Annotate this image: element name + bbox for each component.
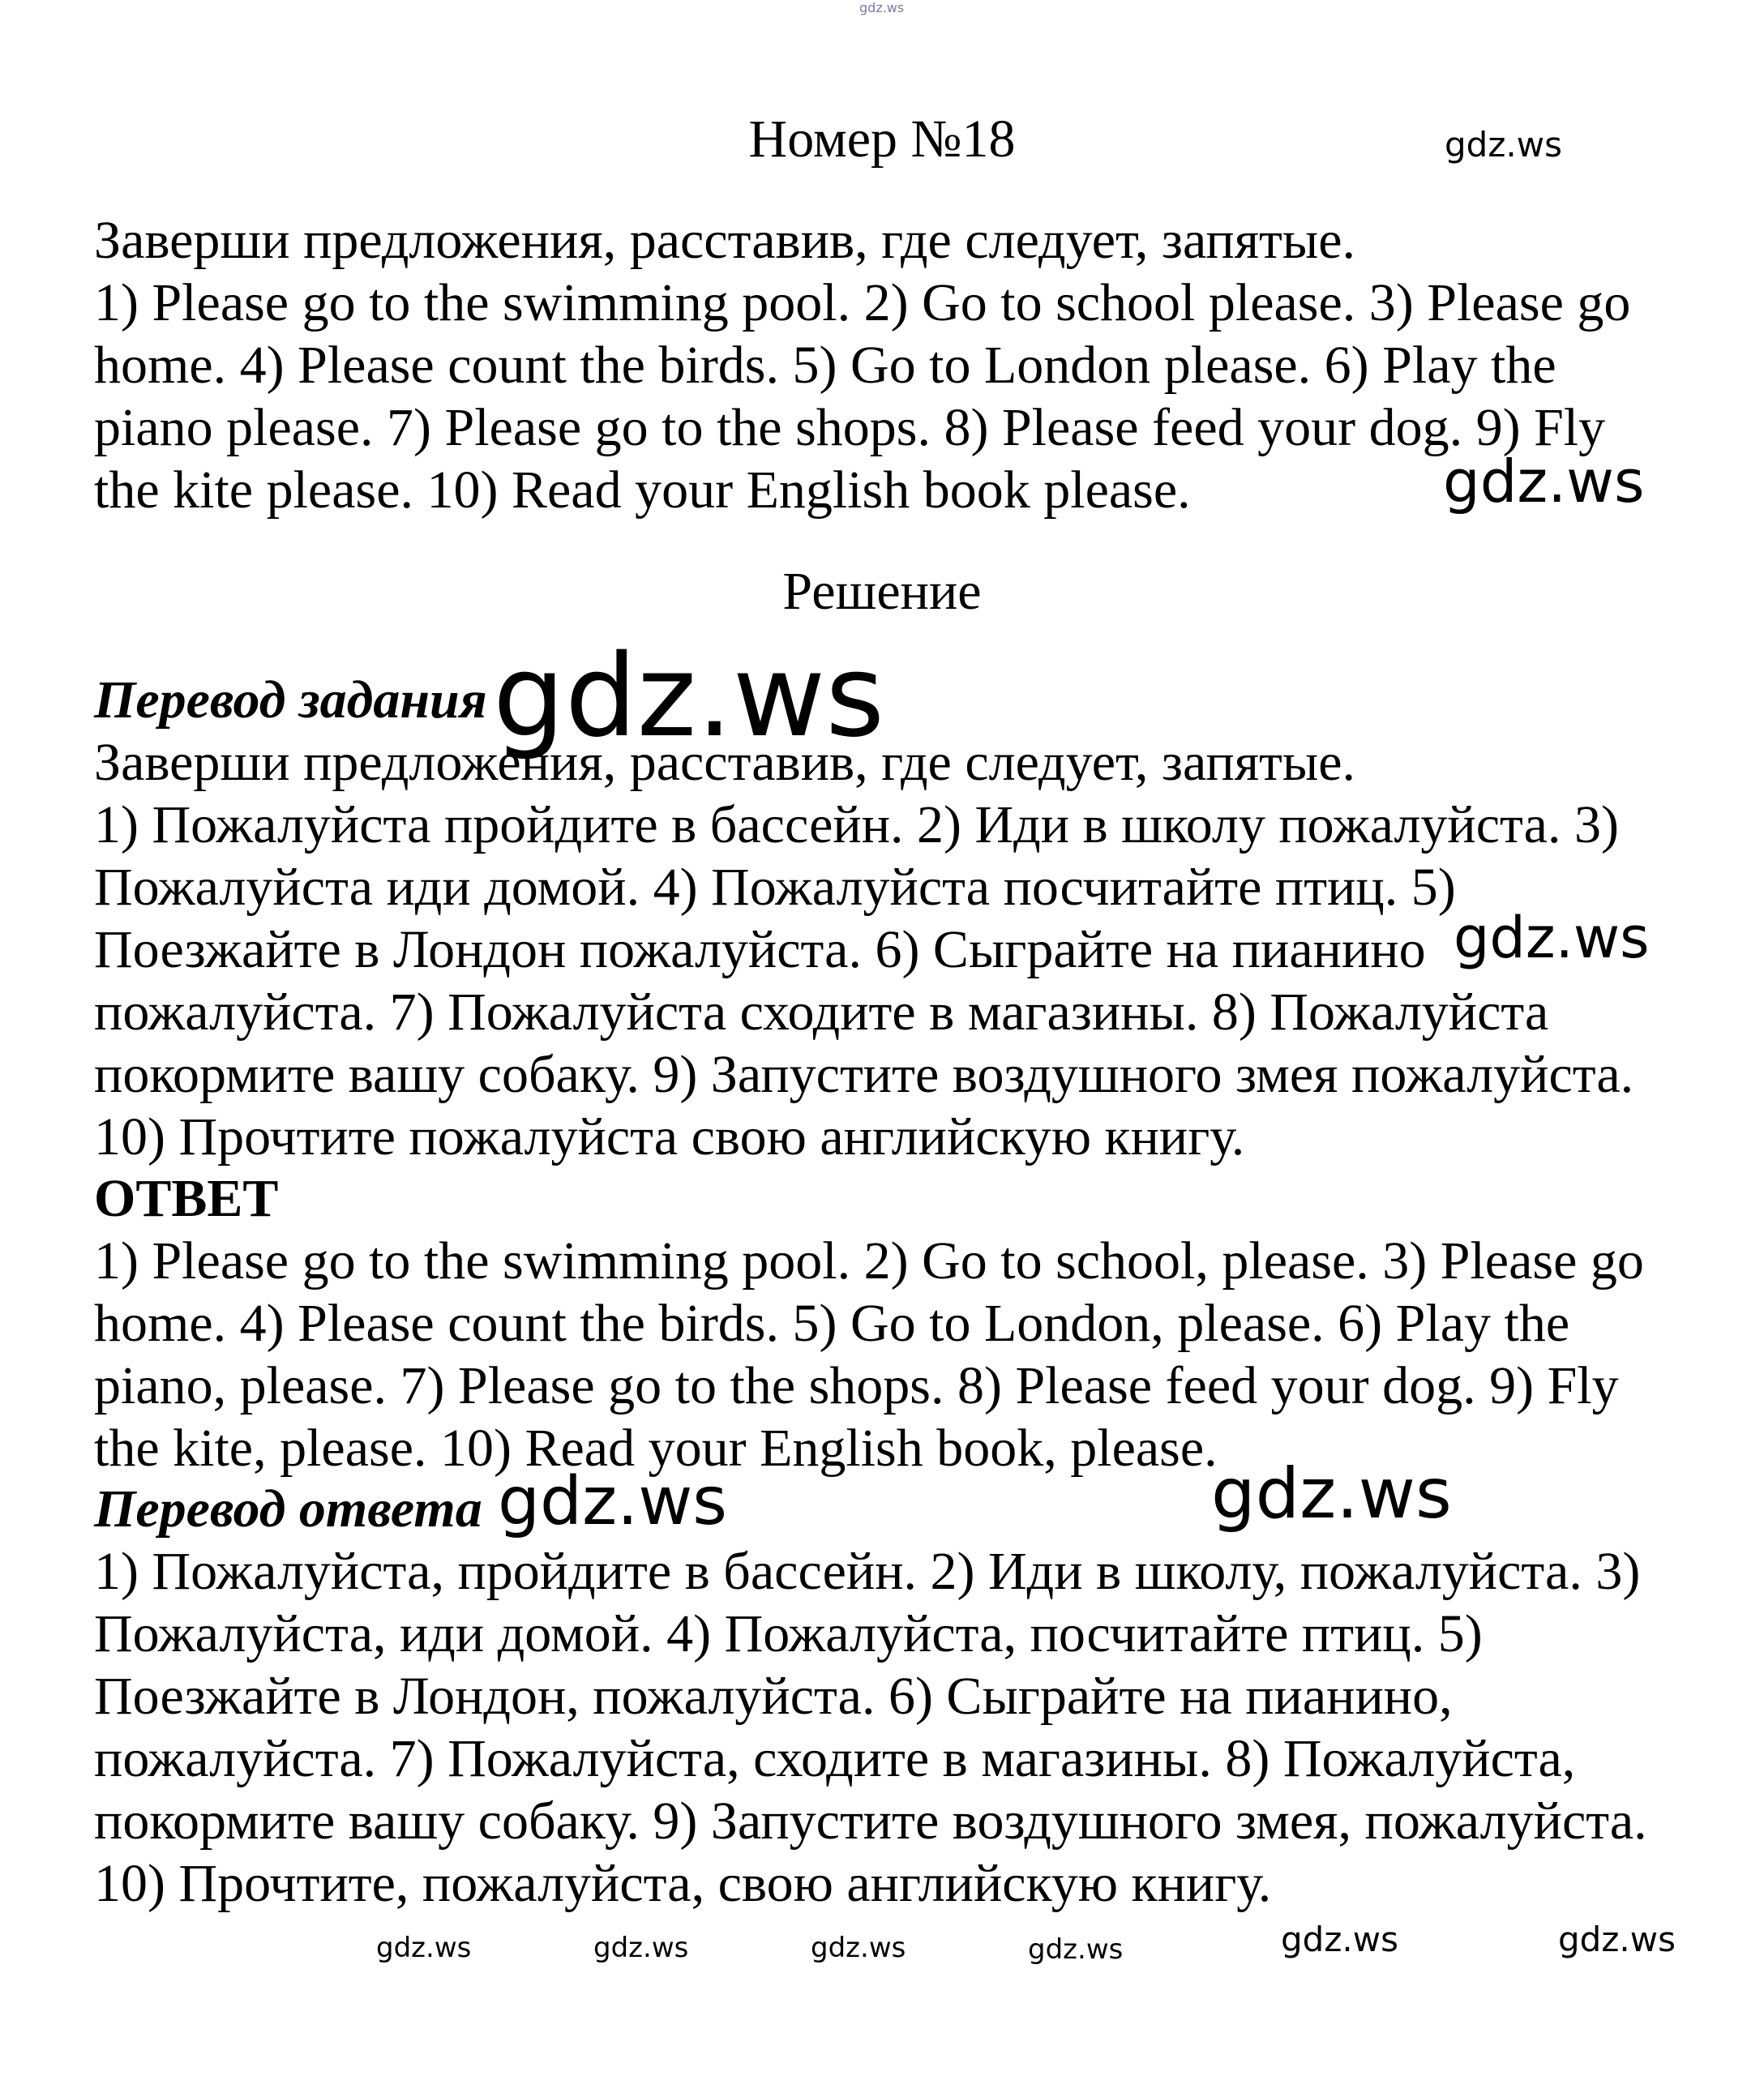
answer-translation-heading: Перевод ответа	[94, 1479, 482, 1539]
task-translation-heading: Перевод задания	[94, 670, 487, 730]
page-title: Номер №18	[748, 109, 1016, 169]
watermark: gdz.ws	[1558, 1920, 1676, 1959]
watermark: gdz.ws	[593, 1932, 689, 1964]
watermark: gdz.ws	[1211, 1453, 1452, 1535]
watermark: gdz.ws	[811, 1932, 906, 1964]
watermark: gdz.ws	[1454, 905, 1650, 971]
task-translation-section	[94, 669, 1683, 1168]
answer-translation-text: 1) Пожалуйста, пройдите в бассейн. 2) Иди в школу, пожалуйста. 3) Пожалуйста, иди домой. 4) Пожалуйста, посчитайте птиц. 5) Поезжайте в Лондон, пожалуйста. 6) Сыграйте на пианино, пожалуйста. 7) Пожалуйста, сходите в магазины. 8) Пожалуйста, покормите вашу собаку. 9) Запустите воздушного змея, пожалуйста. 10) Прочтите, пожалуйста, свою английскую книгу.	[94, 1542, 1647, 1913]
task-translation-text: 1) Пожалуйста пройдите в бассейн. 2) Иди в школу пожалуйста. 3) Пожалуйста иди домой. 4) Пожалуйста посчитайте птиц. 5) Поезжайте в Лондон пожалуйста. 6) Сыграйте на пианино пожалуйста. 7) Пожалуйста сходите в магазины. 8) Пожалуйста покормите вашу собаку. 9) Запустите воздушного змея пожалуйста. 10) Прочтите пожалуйста свою английскую книгу.	[94, 795, 1634, 1166]
task-text: 1) Please go to the swimming pool. 2) Go to school please. 3) Please go home. 4) Please count the birds. 5) Go to London please. 6) Play the piano please. 7) Please go to the shops. 8) Please feed your dog. 9) Fly the kite please. 10) Read your English book please.	[94, 273, 1631, 520]
watermark: gdz.ws	[1281, 1920, 1398, 1959]
watermark: gdz.ws	[1445, 125, 1562, 165]
answer-heading: ОТВЕТ	[94, 1169, 279, 1228]
task-instruction: Заверши предложения, расставив, где следует, запятые.	[94, 211, 1356, 270]
watermark: gdz.ws	[1443, 447, 1645, 516]
watermark: gdz.ws	[376, 1932, 472, 1964]
watermark: gdz.ws	[493, 631, 885, 763]
watermark: gdz.ws	[859, 0, 905, 15]
answer-section	[94, 1167, 1683, 1479]
watermark: gdz.ws	[1028, 1933, 1124, 1966]
solution-title: Решение	[782, 562, 982, 621]
answer-text: 1) Please go to the swimming pool. 2) Go to school, please. 3) Please go home. 4) Please count the birds. 5) Go to London, please. 6) Play the piano, please. 7) Please go to the shops. 8) Please feed your dog. 9) Fly the kite, please. 10) Read your English book, please.	[94, 1231, 1644, 1478]
answer-translation-section	[94, 1478, 1683, 1915]
watermark: gdz.ws	[498, 1463, 727, 1540]
task-translation-instruction: Заверши предложения, расставив, где следует, запятые.	[94, 733, 1356, 792]
